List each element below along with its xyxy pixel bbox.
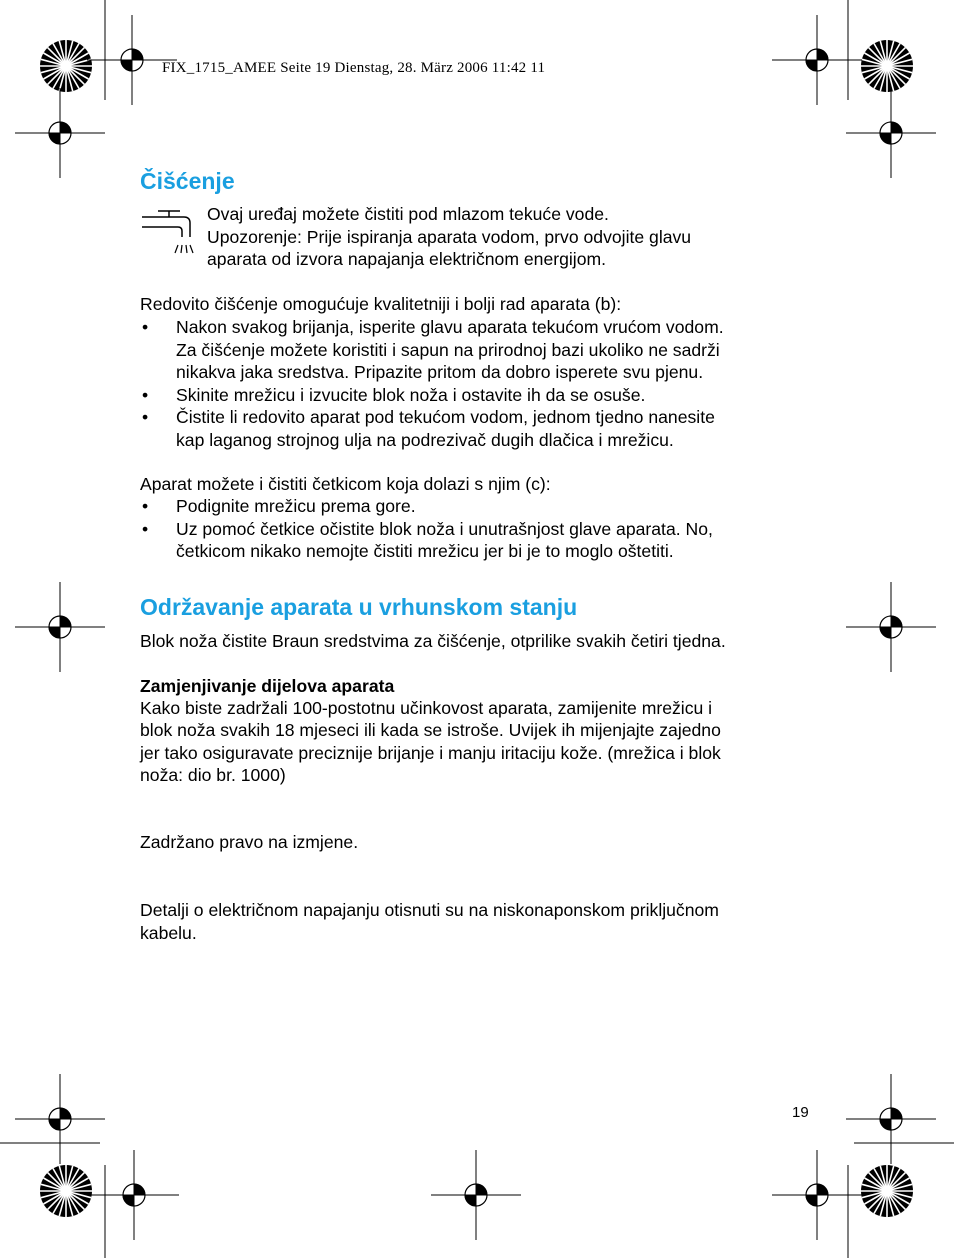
intro-line: Upozorenje: Prije ispiranja aparata vodom, prvo odvojite glavu xyxy=(207,227,692,247)
paragraph: Blok noža čistite Braun sredstvima za čišćenje, otprilike svakih četiri tjedna. xyxy=(140,631,726,651)
electrical-line: kabelu. xyxy=(140,923,197,943)
print-slug: FIX_1715_AMEE Seite 19 Dienstag, 28. März 2006 11:42 11 xyxy=(162,60,546,76)
paragraph: Aparat možete i čistiti četkicom koja dolazi s njim (c): xyxy=(140,474,551,494)
subheading: Zamjenjivanje dijelova aparata xyxy=(140,676,395,696)
intro-line: aparata od izvora napajanja električnom energijom. xyxy=(207,249,607,269)
water-tap-icon xyxy=(140,207,198,259)
section-title-maintenance: Održavanje aparata u vrhunskom stanju xyxy=(140,594,578,620)
list-item: • Čistite li redovito aparat pod tekućom vodom, jednom tjedno nanesite kap laganog strojnog ulja na podrezivač dugih dlačica i mrežicu. xyxy=(140,406,724,451)
bullet-list xyxy=(140,316,724,451)
paragraph: Redovito čišćenje omogućuje kvalitetniji i bolji rad aparata (b): xyxy=(140,294,622,314)
list-item: • Nakon svakog brijanja, isperite glavu aparata tekućom vrućom vodom. Za čišćenje možete koristiti i sapun na prirodnoj bazi ukoliko ne sadrži nikakva jaka sredstva. Pripazite pritom da dobro isperete svu pjenu. xyxy=(140,316,724,384)
section-title-cleaning: Čišćenje xyxy=(140,168,235,194)
bullet-list xyxy=(140,495,713,563)
list-item: • Skinite mrežicu i izvucite blok noža i ostavite ih da se osuše. xyxy=(140,384,724,407)
list-item: • Uz pomoć četkice očistite blok noža i unutrašnjost glave aparata. No, četkicom nikako nemojte čistiti mrežicu jer bi je to moglo oštetiti. xyxy=(140,518,713,563)
rights-notice: Zadržano pravo na izmjene. xyxy=(140,832,359,852)
replace-line: noža: dio br. 1000) xyxy=(140,765,286,785)
replace-line: blok noža svakih 18 mjeseci ili kada se istroše. Uvijek ih mijenjajte zajedno xyxy=(140,720,721,740)
replace-line: Kako biste zadržali 100-postotnu učinkovost aparata, zamijenite mrežicu i xyxy=(140,698,713,718)
intro-line: Ovaj uređaj možete čistiti pod mlazom tekuće vode. xyxy=(207,204,609,224)
page-number: 19 xyxy=(792,1104,809,1121)
electrical-line: Detalji o električnom napajanju otisnuti su na niskonaponskom priključnom xyxy=(140,900,719,920)
replace-line: jer tako osiguravate preciznije brijanje i manju iritaciju kože. (mrežica i blok xyxy=(140,743,721,763)
list-item: • Podignite mrežicu prema gore. xyxy=(140,495,713,518)
